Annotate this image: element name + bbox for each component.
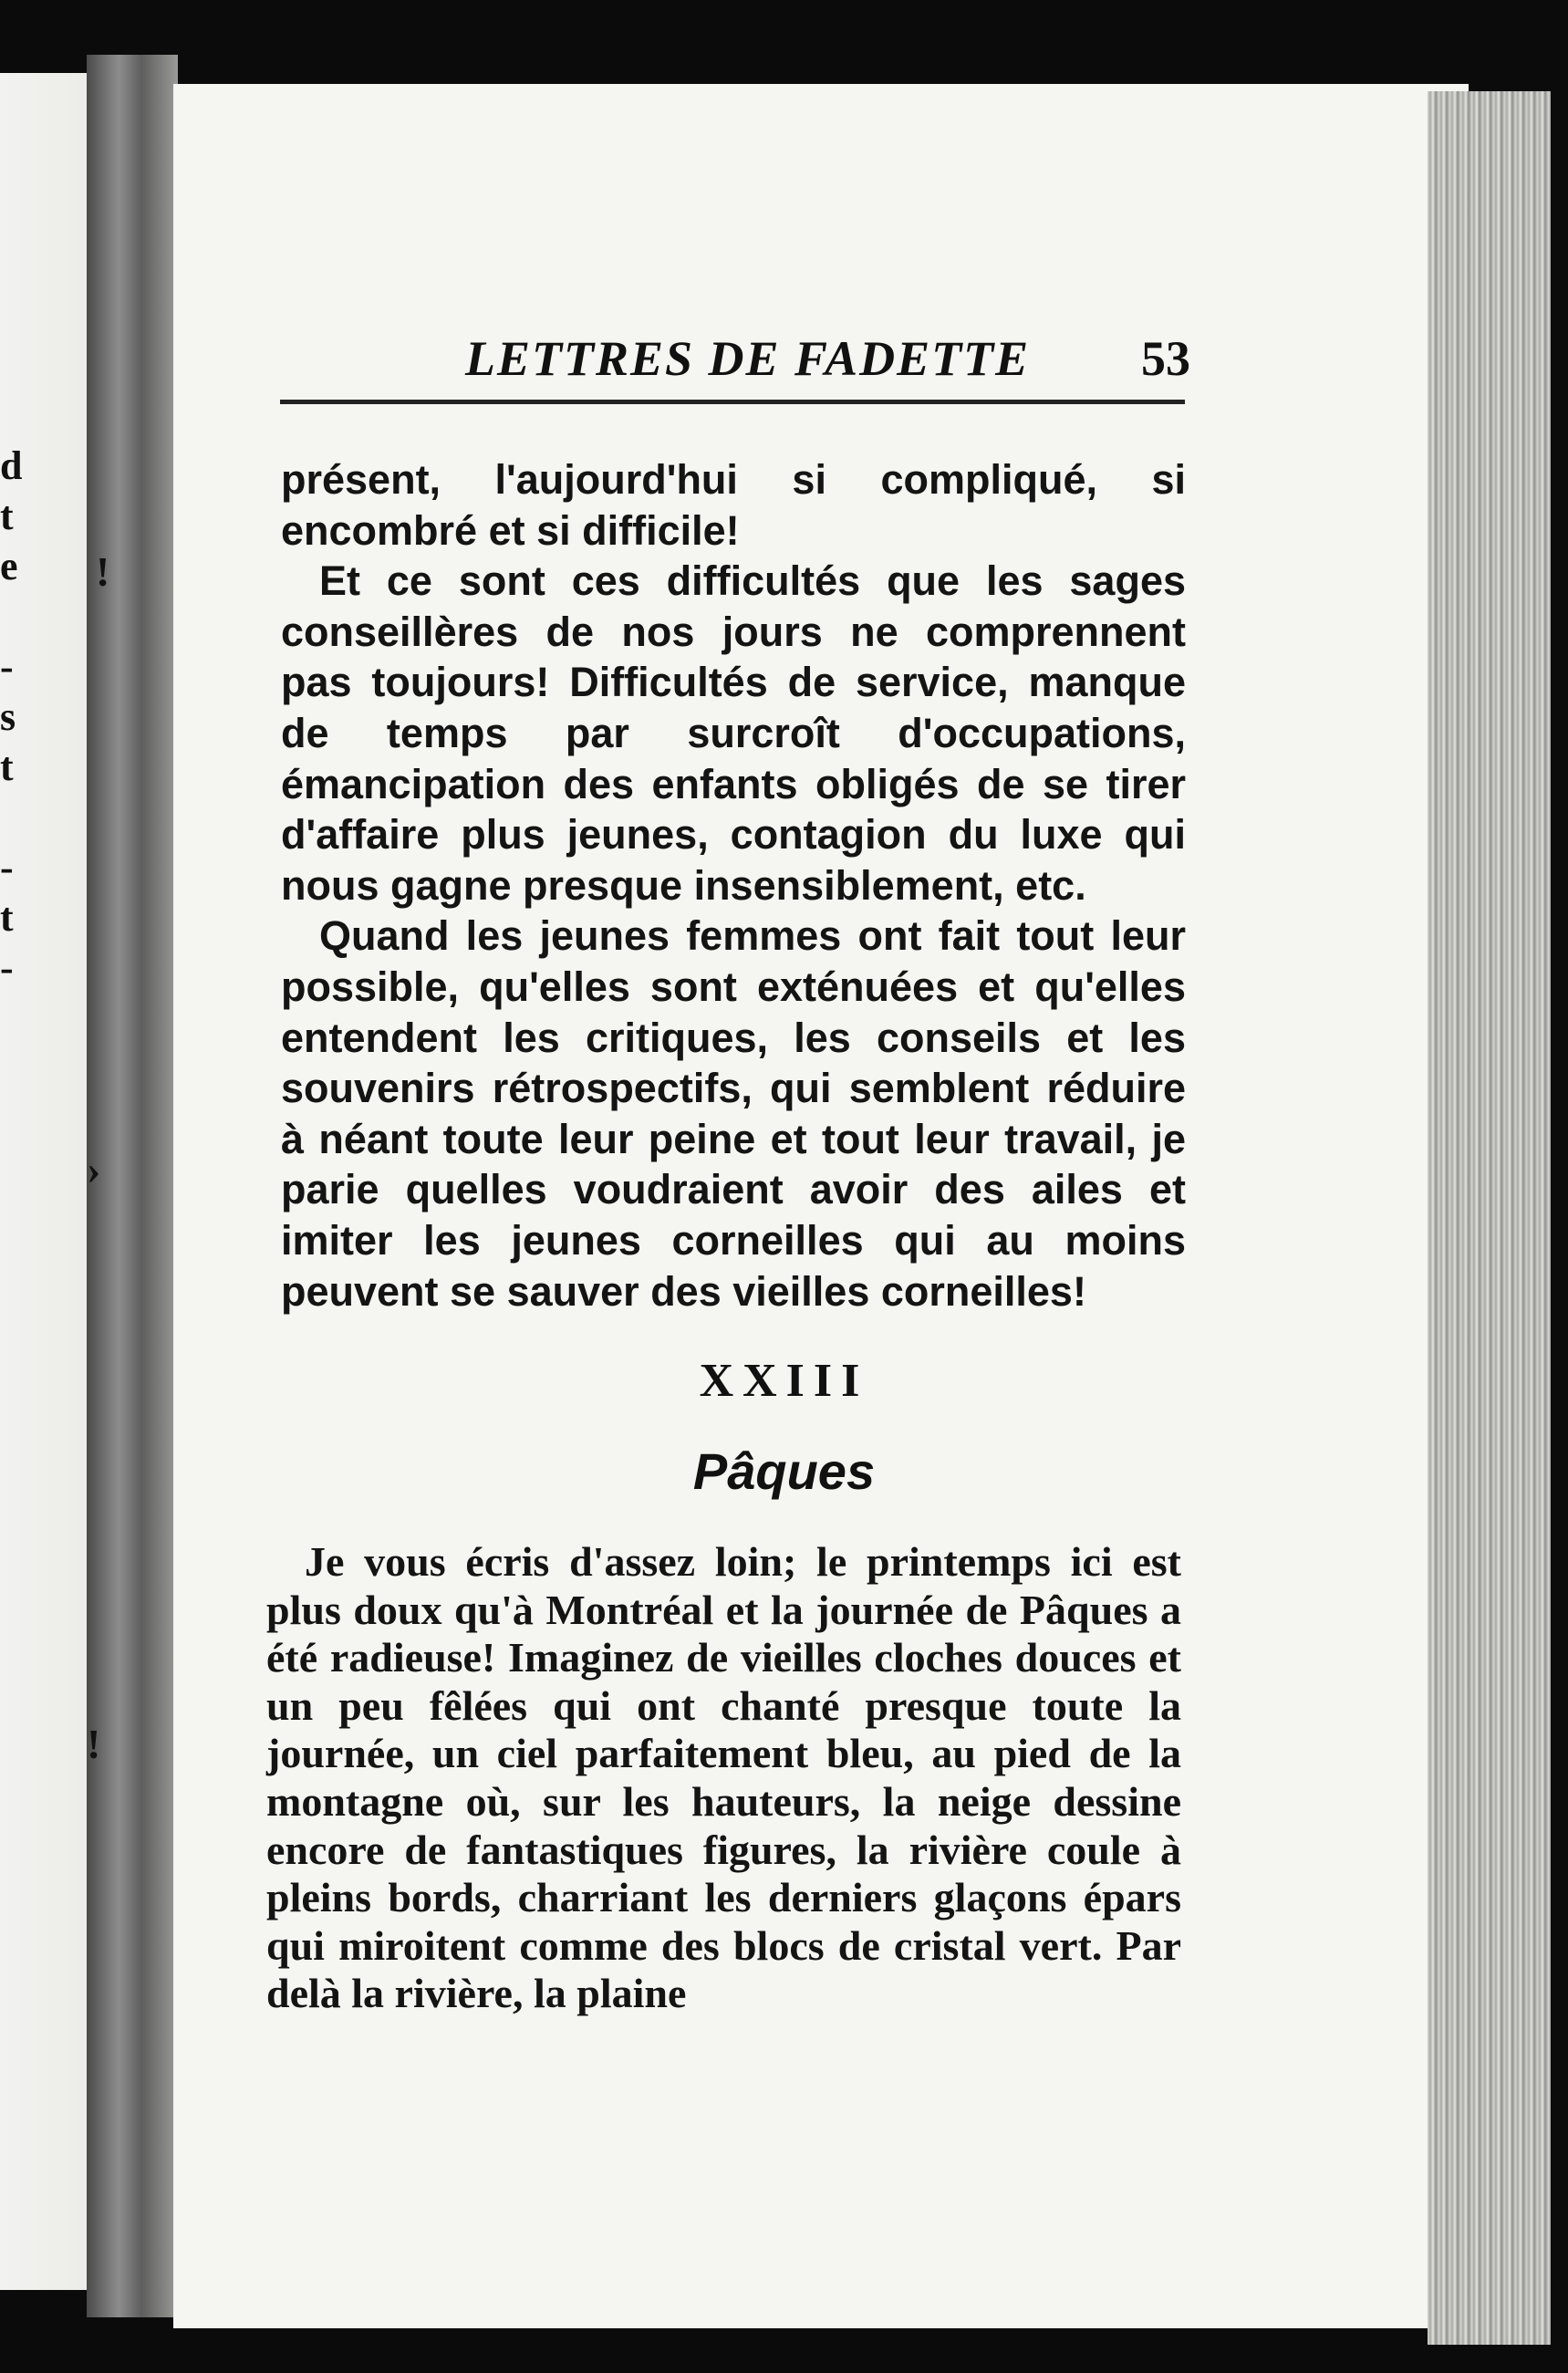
gutter-mark: ! bbox=[87, 1721, 101, 1767]
facing-page-text: - bbox=[0, 845, 14, 890]
running-header bbox=[274, 330, 1190, 385]
gutter-mark: ! bbox=[96, 548, 110, 595]
header-rule bbox=[280, 400, 1185, 404]
facing-page-text: t bbox=[0, 895, 14, 940]
body-text-continued bbox=[281, 454, 1186, 1317]
facing-page-text: s bbox=[0, 694, 16, 739]
facing-page-text: d bbox=[0, 443, 23, 488]
paragraph: présent, l'aujourd'hui si compliqué, si encombré et si difficile! bbox=[281, 456, 1186, 554]
page-edge-shadow bbox=[1551, 0, 1568, 2373]
page-edges bbox=[1428, 91, 1568, 2345]
body-text-chapter bbox=[266, 1538, 1181, 2018]
running-title: LETTRES DE FADETTE bbox=[465, 331, 1031, 386]
facing-page-text: - bbox=[0, 945, 14, 990]
facing-page-text: - bbox=[0, 644, 14, 689]
chapter-title: Pâques bbox=[692, 1442, 876, 1500]
facing-page-text: t bbox=[0, 494, 14, 538]
book-gutter bbox=[87, 55, 178, 2317]
paragraph: Je vous écris d'assez loin; le printemps ici est plus doux qu'à Montréal et la journée de Pâques a été radieuse! Imaginez de vieilles cloches douces et un peu fêlées qui ont chanté presque toute la journée, un ciel parfaitement bleu, au pied de la montagne où, sur les hauteurs, la neige dessine encore de fantastiques figures, la rivière coule à pleins bords, charriant les derniers glaçons épars qui miroitent comme des blocs de cristal vert. Par delà la rivière, la plaine bbox=[266, 1538, 1181, 2017]
facing-page-text: t bbox=[0, 744, 14, 789]
gutter-mark: › bbox=[87, 1146, 101, 1192]
paragraph: Et ce sont ces difficultés que les sages conseillères de nos jours ne comprennent pas toujours! Difficultés de service, manque de temps par surcroît d'occupations, émancipation des enfants obligés de se tirer d'affaire plus jeunes, contagion du luxe qui nous gagne presque insensiblement, etc. bbox=[281, 557, 1186, 909]
chapter-number: XXIII bbox=[699, 1355, 869, 1407]
page-number: 53 bbox=[1141, 331, 1190, 386]
paragraph: Quand les jeunes femmes ont fait tout leur possible, qu'elles sont exténuées et qu'elles entendent les critiques, les conseils et les souvenirs rétrospectifs, qui semblent réduire à néant toute leur peine et tout leur travail, je parie quelles voudraient avoir des ailes et imiter les jeunes corneilles qui au moins peuvent se sauver des vieilles corneilles! bbox=[281, 912, 1186, 1315]
facing-page-text: e bbox=[0, 544, 18, 588]
